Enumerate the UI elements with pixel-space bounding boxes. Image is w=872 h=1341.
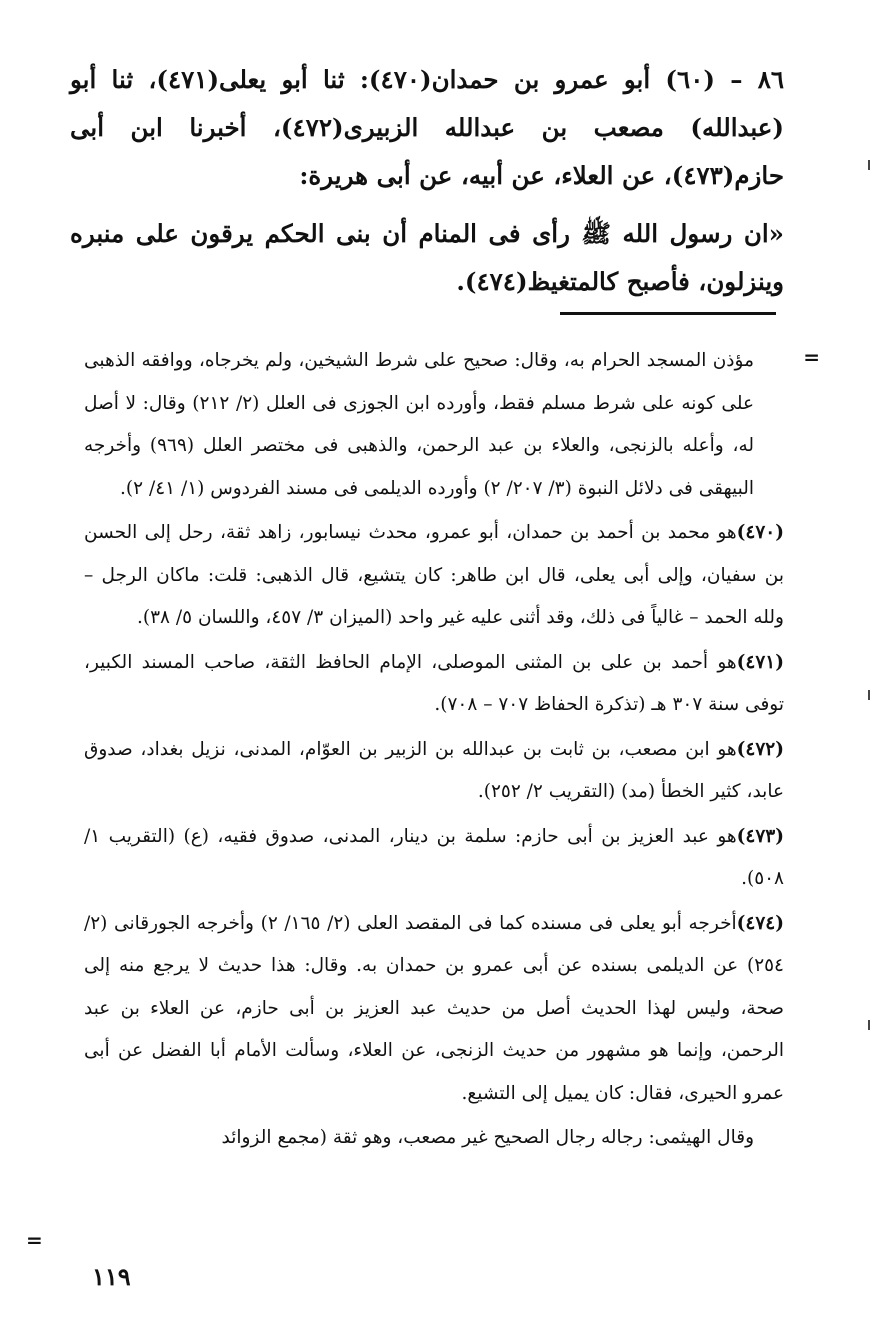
- footnote-473: [84, 816, 784, 901]
- footnote-continues: وقال الهيثمى: رجاله رجال الصحيح غير مصعب، وهو ثقة (مجمع الزوائد: [221, 1127, 754, 1148]
- scan-edge-mark: [868, 690, 870, 700]
- footnote-separator: [560, 312, 776, 315]
- page-number: ١١٩: [92, 1262, 131, 1291]
- footnote-472: [84, 729, 784, 814]
- footnotes: [84, 340, 784, 1162]
- scan-edge-mark: [868, 160, 870, 170]
- continuation-marker-top: =: [803, 345, 820, 369]
- footnote-number: (٤٧٠): [736, 522, 784, 543]
- hadith-isnad: ٨٦ – (٦٠) أبو عمرو بن حمدان(٤٧٠): ثنا أبو يعلى(٤٧١)، ثنا أبو (عبدالله) مصعب بن عبدالله الزبيرى(٤٧٢)، أخبرنا ابن أبى حازم(٤٧٣)، عن العلاء، عن أبيه، عن أبى هريرة:: [70, 65, 785, 190]
- scan-edge-mark: [868, 1020, 870, 1030]
- footnote-470: [84, 512, 784, 640]
- footnote-text: هو ابن مصعب، بن ثابت بن عبدالله بن الزبير بن العوّام، المدنى، نزيل بغداد، صدوق عابد، كثير الخطأ (مد) (التقريب ٢/ ٢٥٢).: [84, 738, 784, 802]
- footnote-number: (٤٧٣): [736, 825, 784, 847]
- footnote-number: (٤٧٢): [736, 738, 784, 760]
- footnote-text: أخرجه أبو يعلى فى مسنده كما فى المقصد العلى (٢/ ١٦٥/ ٢) وأخرجه الجورقانى (٢/ ٢٥٤) عن الديلمى بسنده عن أبى عمرو بن حمدان به. وقال: هذا حديث لا يرجع منه إلى صحة، وليس لهذا الحديث أصل من حديث عبد العزيز بن أبى حازم، عن العلاء بن عبد الرحمن، وإنما هو مشهور من حديث الزنجى، عن العلاء، وسألت الأمام أبا الفضل عن أبى عمرو الحيرى، فقال: كان يميل إلى التشيع.: [84, 912, 784, 1104]
- footnote-text: هو عبد العزيز بن أبى حازم: سلمة بن دينار، المدنى، صدوق فقيه، (ع) (التقريب ١/ ٥٠٨).: [84, 825, 784, 889]
- footnote-number: (٤٧١): [736, 651, 784, 673]
- footnote-text: هو أحمد بن على بن المثنى الموصلى، الإمام الحافظ الثقة، صاحب المسند الكبير، توفى سنة ٣٠٧ هـ (تذكرة الحفاظ ٧٠٧ – ٧٠٨).: [84, 651, 784, 715]
- footnote-number: (٤٧٤): [736, 912, 784, 934]
- footnote-continuation: مؤذن المسجد الحرام به، وقال: صحيح على شرط الشيخين، ولم يخرجاه، ووافقه الذهبى على كونه على شرط مسلم فقط، وأورده ابن الجوزى فى العلل (٢/ ٢١٢) وقال: لا أصل له، وأعله بالزنجى، والعلاء بن عبد الرحمن، والذهبى فى مختصر العلل (٩٦٩) وأخرجه البيهقى فى دلائل النبوة (٣/ ٢٠٧/ ٢) وأورده الديلمى فى مسند الفردوس (١/ ٤١/ ٢).: [84, 350, 755, 499]
- hadith-text: [70, 56, 784, 306]
- hadith-matn: «ان رسول الله ﷺ رأى فى المنام أن بنى الحكم يرقون على منبره وينزلون، فأصبح كالمتغيظ(٤٧٤).: [70, 219, 784, 296]
- continuation-marker-bottom: =: [26, 1228, 43, 1252]
- footnote-text: هو محمد بن أحمد بن حمدان، أبو عمرو، محدث نيسابور، زاهد ثقة، رحل إلى الحسن بن سفيان، وإلى أبى يعلى، قال ابن طاهر: كان يتشيع، قال الذهبى: قلت: ماكان الرجل – ولله الحمد – غالياً فى ذلك، وقد أثنى عليه غير واحد (الميزان ٣/ ٤٥٧، واللسان ٥/ ٣٨).: [84, 522, 784, 628]
- footnote-471: [84, 642, 784, 727]
- footnote-474: [84, 903, 784, 1116]
